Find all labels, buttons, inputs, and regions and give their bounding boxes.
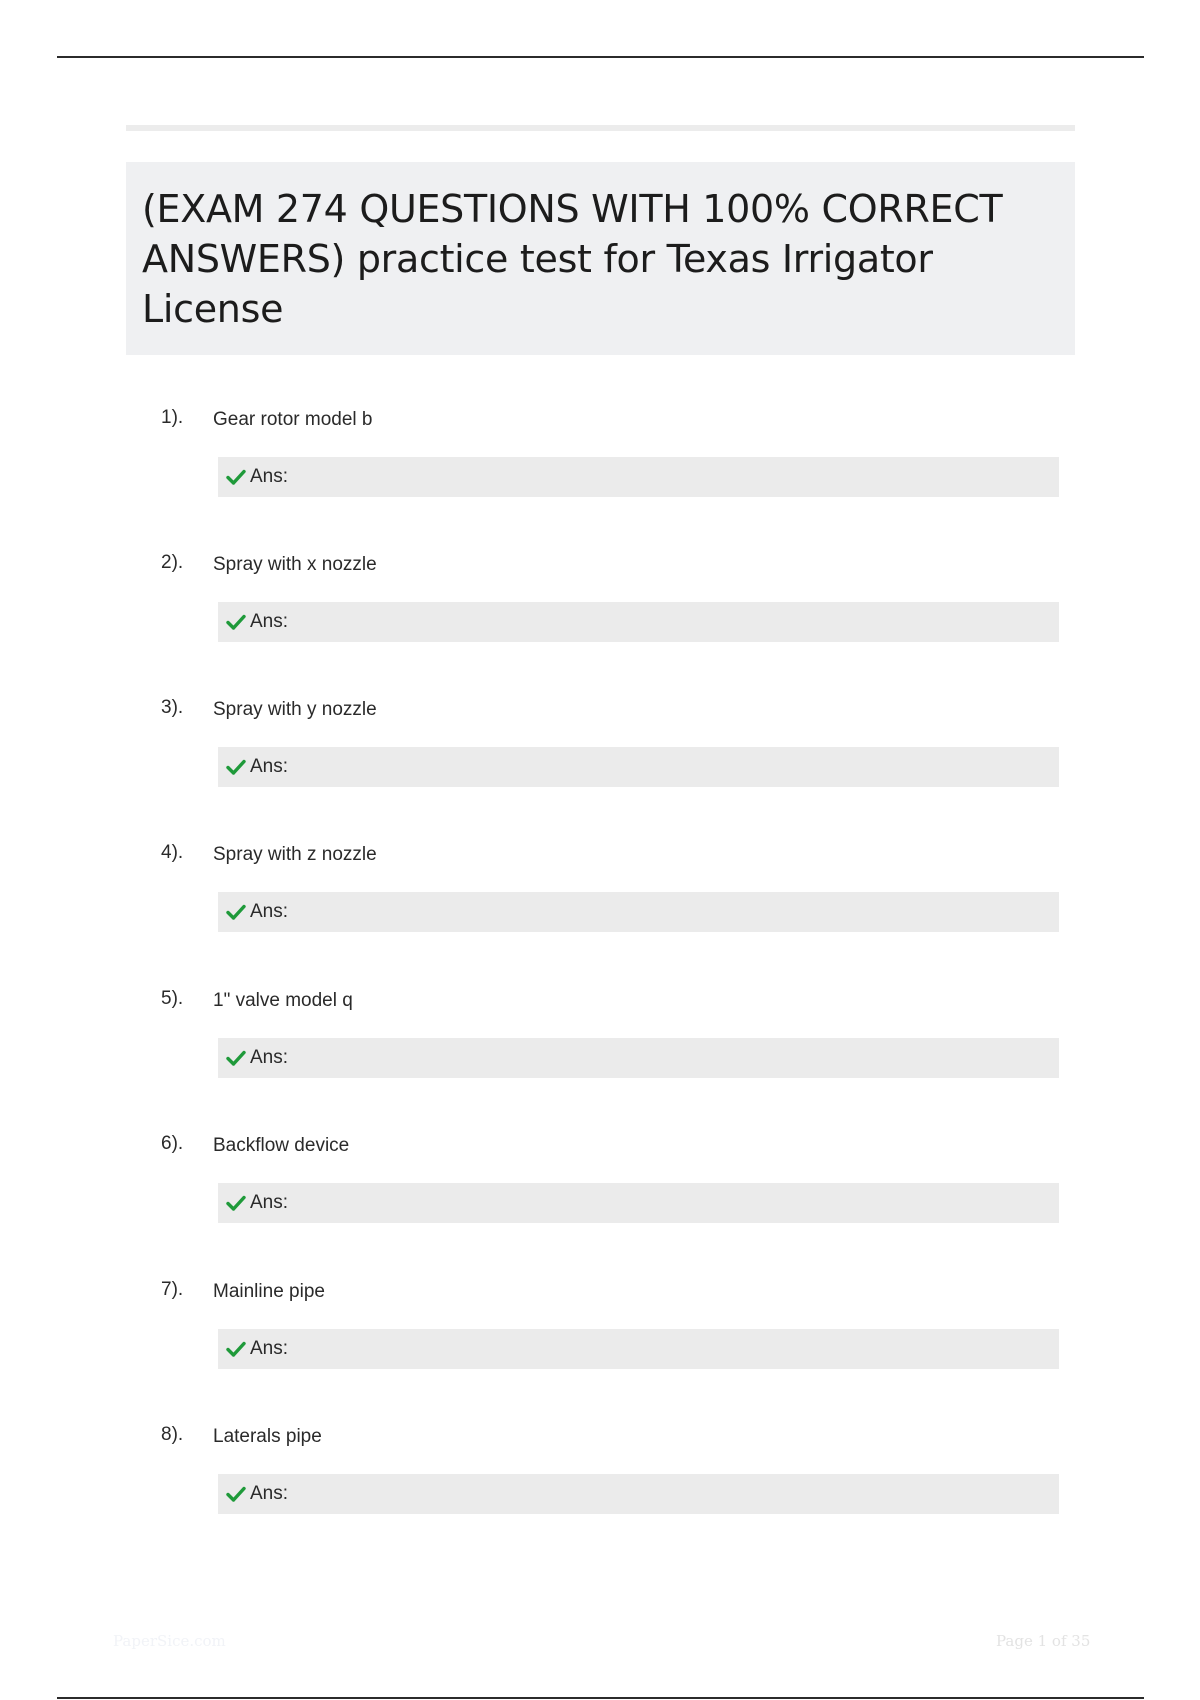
question-text: Spray with z nozzle <box>213 844 377 865</box>
footer-watermark: PaperSice.com <box>113 1632 226 1650</box>
answer-label: Ans: <box>250 611 289 632</box>
check-icon <box>226 1339 246 1359</box>
question-number: 1). <box>161 407 184 428</box>
answer-box <box>218 1329 1059 1369</box>
check-icon <box>226 612 246 632</box>
question-item <box>0 842 1200 962</box>
question-number: 8). <box>161 1424 184 1445</box>
question-number: 3). <box>161 697 184 718</box>
answer-box <box>218 892 1059 932</box>
answer-box <box>218 1183 1059 1223</box>
answer-box <box>218 1474 1059 1514</box>
answer-label: Ans: <box>250 1047 289 1068</box>
question-number: 5). <box>161 988 184 1009</box>
title-banner <box>126 162 1075 355</box>
question-item <box>0 552 1200 672</box>
top-rule <box>57 56 1144 58</box>
question-item <box>0 988 1200 1108</box>
check-icon <box>226 757 246 777</box>
question-item <box>0 1133 1200 1253</box>
answer-box <box>218 457 1059 497</box>
check-icon <box>226 1193 246 1213</box>
answer-label: Ans: <box>250 756 289 777</box>
check-icon <box>226 1048 246 1068</box>
answer-label: Ans: <box>250 1192 289 1213</box>
answer-label: Ans: <box>250 1483 289 1504</box>
page-title: (EXAM 274 QUESTIONS WITH 100% CORRECT ANSWERS) practice test for Texas Irrigator License <box>142 187 1003 331</box>
answer-label: Ans: <box>250 1338 289 1359</box>
answer-label: Ans: <box>250 901 289 922</box>
answer-label: Ans: <box>250 466 289 487</box>
question-text: Spray with x nozzle <box>213 554 377 575</box>
question-text: 1" valve model q <box>213 990 353 1011</box>
question-item <box>0 1424 1200 1544</box>
answer-box <box>218 602 1059 642</box>
check-icon <box>226 1484 246 1504</box>
question-number: 7). <box>161 1279 184 1300</box>
check-icon <box>226 467 246 487</box>
answer-box <box>218 747 1059 787</box>
question-text: Mainline pipe <box>213 1281 325 1302</box>
question-number: 6). <box>161 1133 184 1154</box>
page-number: Page 1 of 35 <box>996 1632 1091 1650</box>
question-item <box>0 697 1200 817</box>
question-number: 4). <box>161 842 184 863</box>
answer-box <box>218 1038 1059 1078</box>
header-divider <box>126 125 1075 131</box>
question-text: Spray with y nozzle <box>213 699 377 720</box>
bottom-rule <box>57 1697 1144 1699</box>
question-text: Laterals pipe <box>213 1426 322 1447</box>
question-text: Backflow device <box>213 1135 350 1156</box>
check-icon <box>226 902 246 922</box>
question-text: Gear rotor model b <box>213 409 373 430</box>
question-item <box>0 407 1200 527</box>
question-number: 2). <box>161 552 184 573</box>
question-item <box>0 1279 1200 1399</box>
